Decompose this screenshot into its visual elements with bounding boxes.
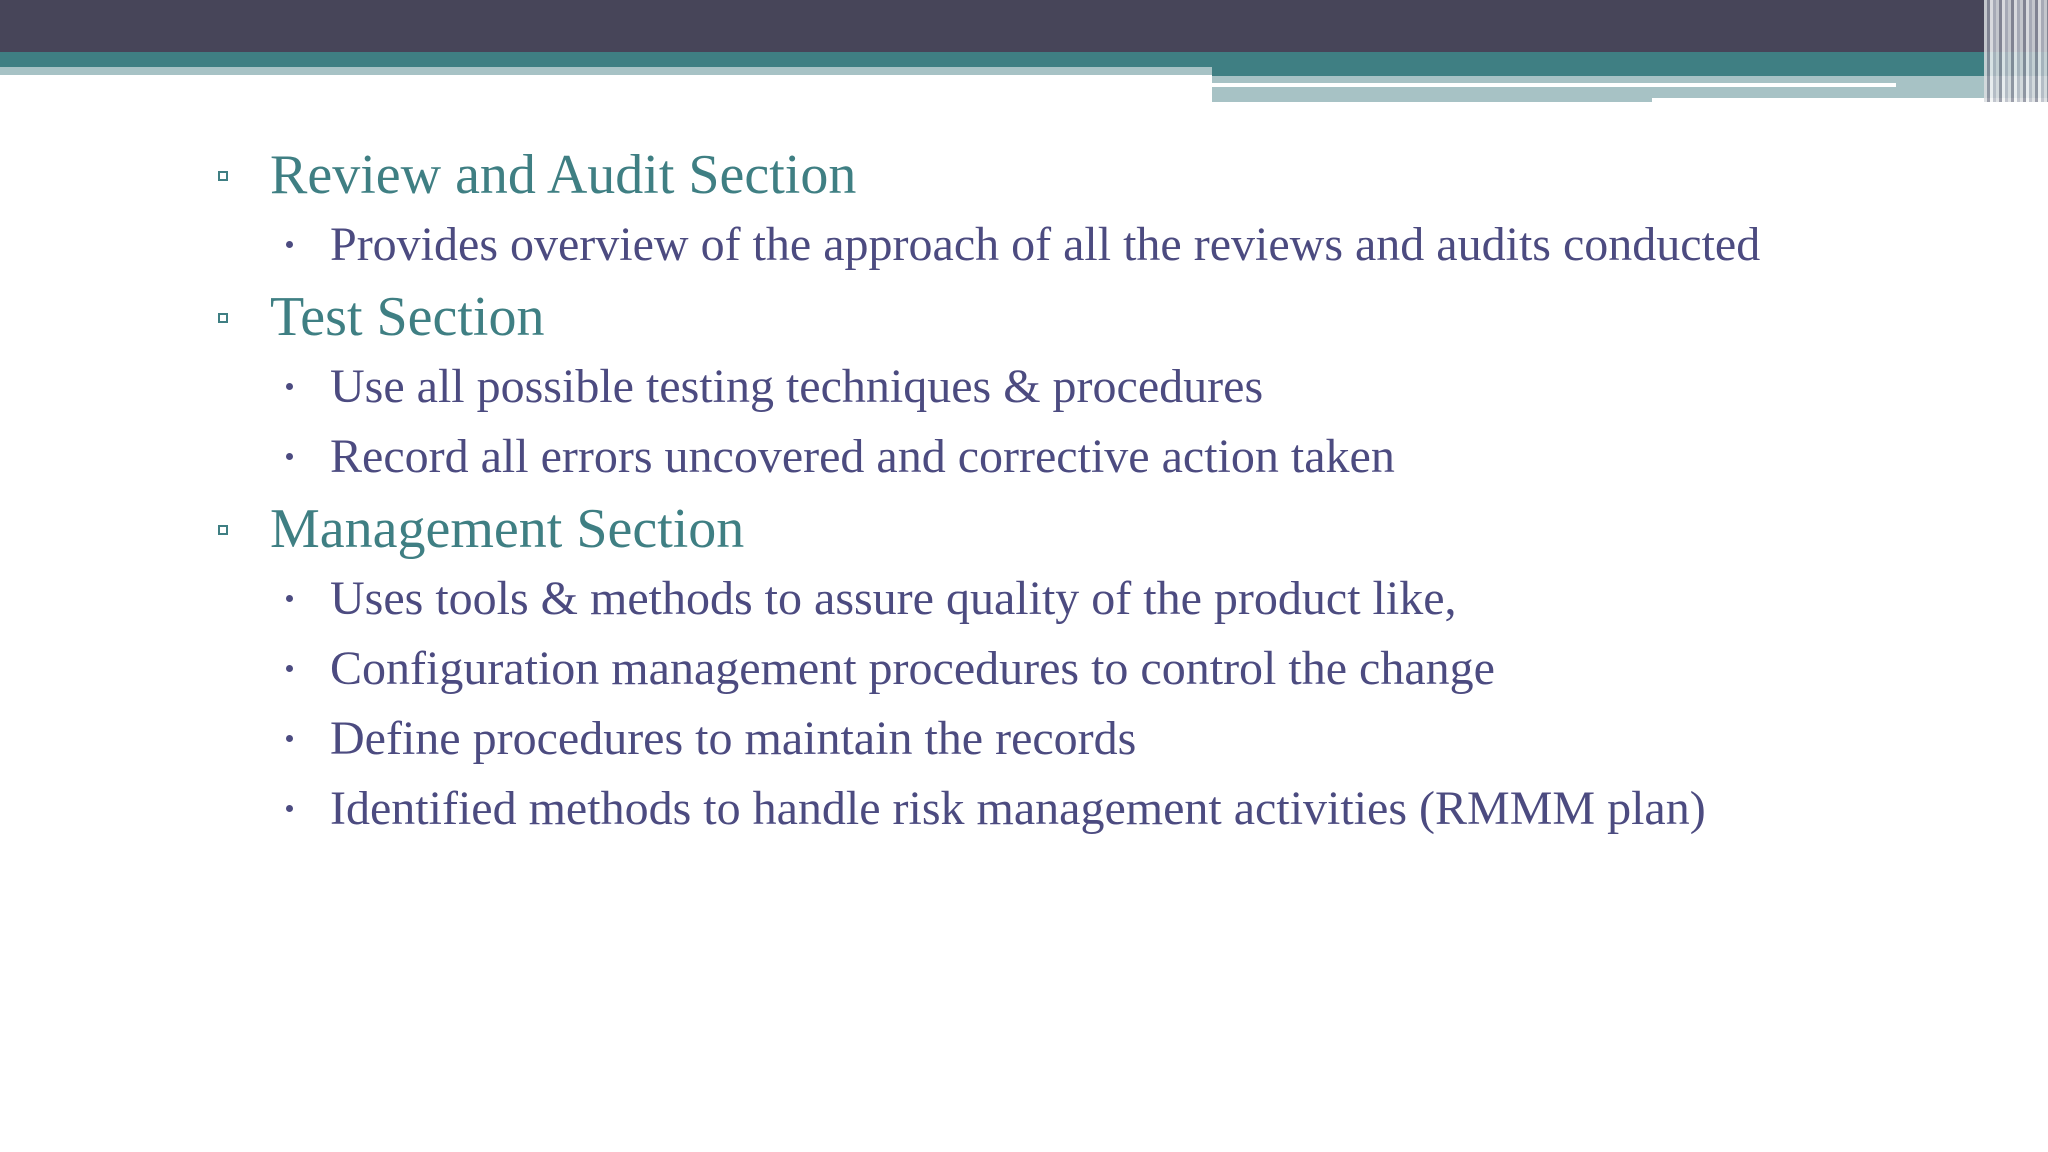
list-item-text: Uses tools & methods to assure quality of the product like, xyxy=(330,572,1457,625)
dot-bullet-icon xyxy=(286,241,293,248)
header-band-teal-right xyxy=(1212,67,2048,76)
list-item xyxy=(212,778,1924,840)
section-items xyxy=(212,568,1924,840)
dot-bullet-icon xyxy=(286,383,293,390)
section-test xyxy=(212,284,1924,488)
list-item xyxy=(212,426,1924,488)
list-item xyxy=(212,708,1924,770)
section-heading-text: Test Section xyxy=(270,286,545,348)
list-item xyxy=(212,568,1924,630)
list-item-text: Provides overview of the approach of all the reviews and audits conducted xyxy=(330,218,1761,271)
list-item-text: Configuration management procedures to control the change xyxy=(330,642,1495,695)
list-item-text: Use all possible testing techniques & procedures xyxy=(330,360,1264,413)
list-item-text: Record all errors uncovered and corrective action taken xyxy=(330,430,1395,483)
section-items xyxy=(212,214,1924,276)
header-band-teal xyxy=(0,52,2048,67)
section-items xyxy=(212,356,1924,488)
section-review-audit xyxy=(212,142,1924,276)
section-heading-text: Management Section xyxy=(270,498,745,560)
slide-content xyxy=(212,142,1924,848)
list-item xyxy=(212,356,1924,418)
square-bullet-icon xyxy=(218,525,228,535)
list-item-text: Identified methods to handle risk management activities (RMMM plan) xyxy=(330,782,1706,835)
header-stripes-decoration xyxy=(1984,0,2048,102)
header-white-line xyxy=(1212,83,1896,87)
section-heading xyxy=(212,284,1924,350)
header-band-dark xyxy=(0,0,2048,52)
section-heading xyxy=(212,142,1924,208)
dot-bullet-icon xyxy=(286,735,293,742)
dot-bullet-icon xyxy=(286,595,293,602)
list-item xyxy=(212,214,1924,276)
dot-bullet-icon xyxy=(286,665,293,672)
header-band-light-left xyxy=(0,67,1212,75)
section-heading xyxy=(212,496,1924,562)
list-item-text: Define procedures to maintain the records xyxy=(330,712,1137,765)
dot-bullet-icon xyxy=(286,453,293,460)
list-item xyxy=(212,638,1924,700)
section-management xyxy=(212,496,1924,840)
square-bullet-icon xyxy=(218,313,228,323)
square-bullet-icon xyxy=(218,171,228,181)
section-heading-text: Review and Audit Section xyxy=(270,144,857,206)
dot-bullet-icon xyxy=(286,805,293,812)
